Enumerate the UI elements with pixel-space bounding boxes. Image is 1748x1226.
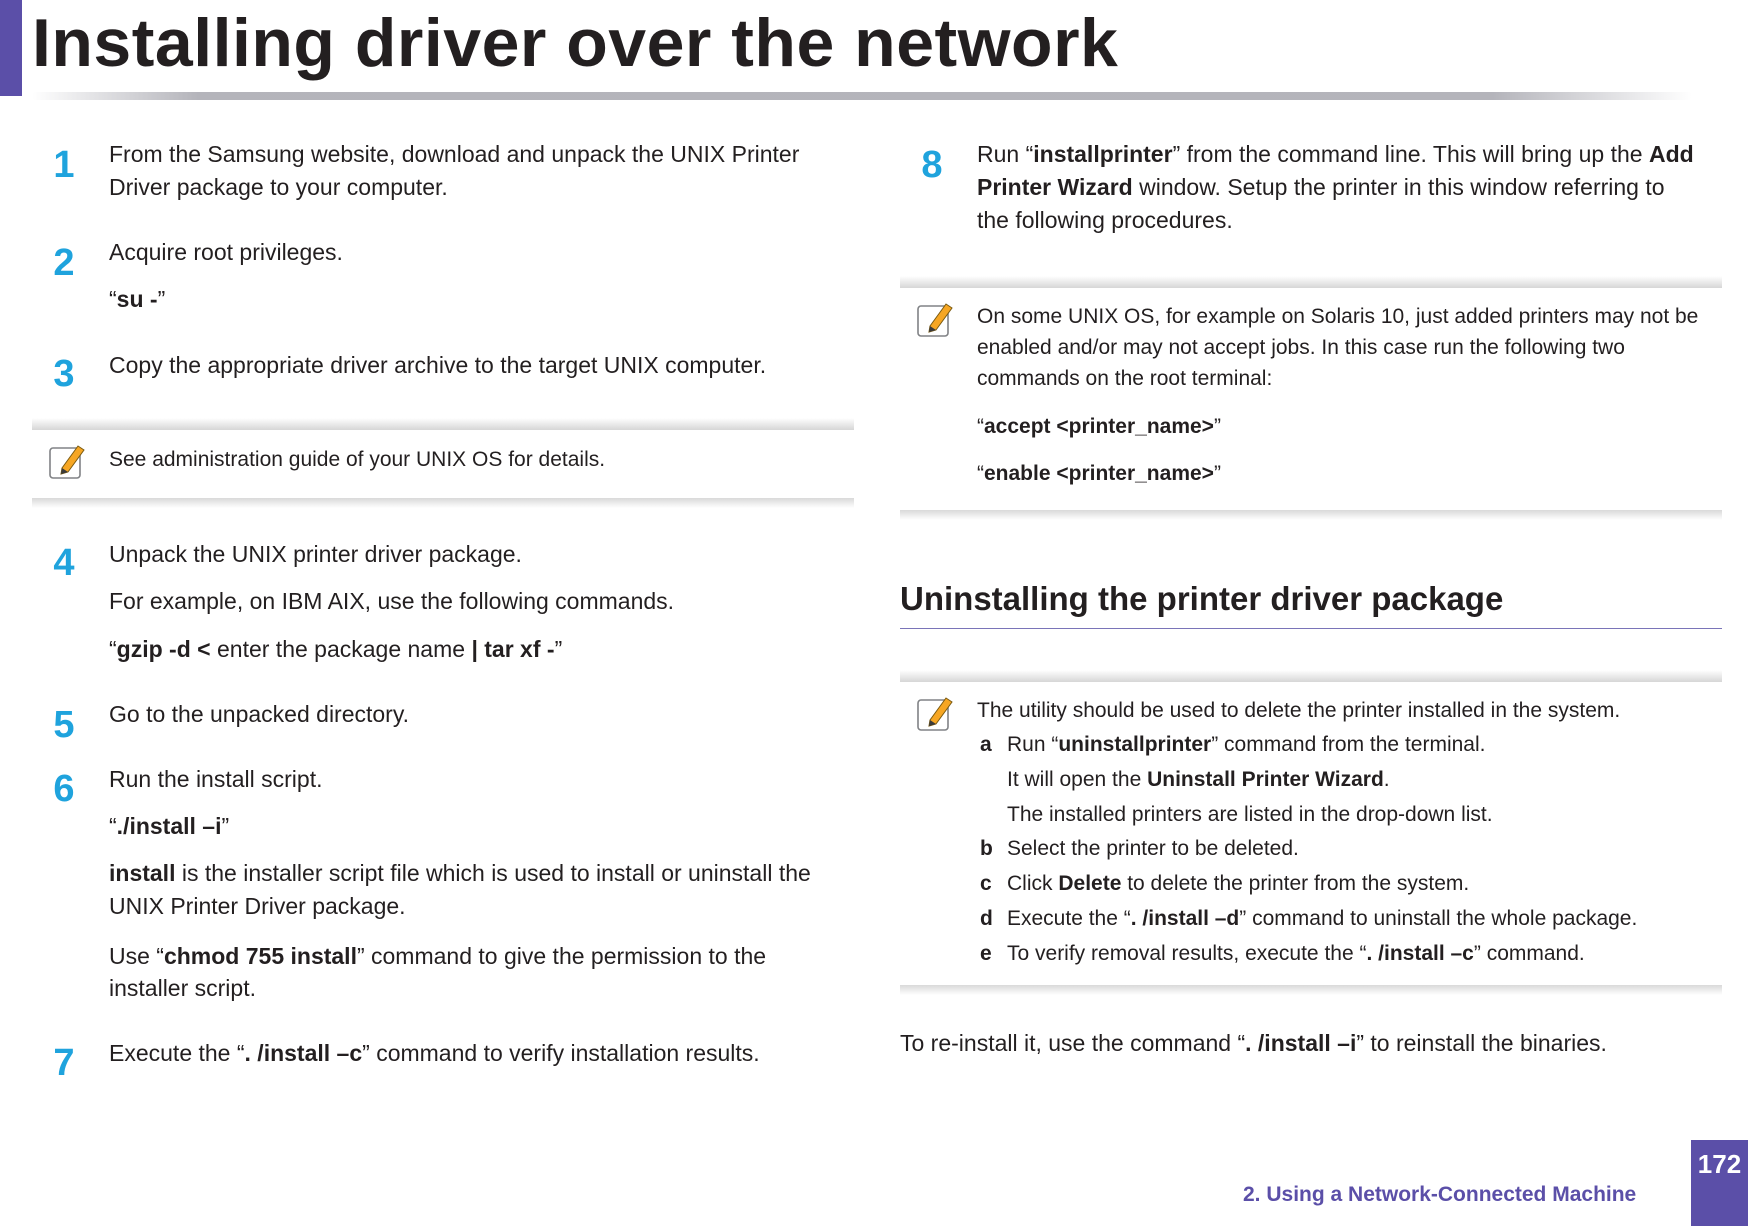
sub-step-c-letter: c: [980, 872, 992, 895]
step-4-example: For example, on IBM AIX, use the following commands.: [109, 588, 675, 614]
sub-step-a-detail-1: It will open the Uninstall Printer Wizard.: [1007, 768, 1390, 791]
step-6-description-line-2: UNIX Printer Driver package.: [109, 893, 406, 919]
step-number-8: 8: [921, 144, 943, 186]
note-pencil-icon: [916, 298, 956, 338]
note-2-line-3: commands on the root terminal:: [977, 367, 1273, 390]
reinstall-text: To re-install it, use the command “. /install –i” to reinstall the binaries.: [900, 1030, 1607, 1056]
sub-step-e-text: To verify removal results, execute the “. /install –c” command.: [1007, 942, 1585, 965]
note-3-top-border: [900, 670, 1722, 682]
step-6-permission-line-1: Use “chmod 755 install” command to give the permission to the: [109, 943, 767, 969]
page-title: Installing driver over the network: [32, 5, 1119, 81]
sub-step-e-letter: e: [980, 942, 992, 965]
step-number-7: 7: [53, 1042, 75, 1084]
section-heading: Uninstalling the printer driver package: [900, 580, 1504, 617]
note-3-bottom-border: [900, 985, 1722, 995]
step-5-text: Go to the unpacked directory.: [109, 701, 410, 727]
step-4-command: “gzip -d < enter the package name | tar xf -”: [109, 636, 563, 662]
note-2-command-enable: “enable <printer_name>”: [977, 462, 1221, 485]
note-2-command-accept: “accept <printer_name>”: [977, 415, 1221, 438]
step-6-text: Run the install script.: [109, 766, 323, 792]
step-6-permission-line-2: installer script.: [109, 975, 256, 1001]
note-1-bottom-border: [32, 498, 854, 508]
note-2-top-border: [900, 276, 1722, 288]
step-8-line-2: Printer Wizard window. Setup the printer in this window referring to: [977, 174, 1665, 200]
note-2-bottom-border: [900, 510, 1722, 520]
sub-step-a-letter: a: [980, 733, 992, 756]
note-pencil-icon: [916, 692, 956, 732]
step-1-line-1: From the Samsung website, download and unpack the UNIX Printer: [109, 141, 800, 167]
step-2-text: Acquire root privileges.: [109, 239, 343, 265]
page-number: 172: [1691, 1140, 1748, 1226]
step-number-2: 2: [53, 242, 75, 284]
sub-step-a-detail-2: The installed printers are listed in the drop-down list.: [1007, 803, 1493, 826]
title-accent-bar: [0, 0, 22, 96]
step-number-4: 4: [53, 542, 75, 584]
title-underline: [32, 92, 1692, 100]
step-number-5: 5: [53, 704, 75, 746]
sub-step-b-letter: b: [980, 837, 993, 860]
step-2-command: “su -”: [109, 286, 166, 312]
sub-step-a-text: Run “uninstallprinter” command from the terminal.: [1007, 733, 1486, 756]
sub-step-b-text: Select the printer to be deleted.: [1007, 837, 1299, 860]
step-number-1: 1: [53, 144, 75, 186]
step-8-line-3: the following procedures.: [977, 207, 1233, 233]
note-1-text: See administration guide of your UNIX OS for details.: [109, 448, 606, 471]
note-1-top-border: [32, 418, 854, 430]
section-heading-rule: [900, 628, 1722, 629]
step-number-3: 3: [53, 353, 75, 395]
note-2-line-2: enabled and/or may not accept jobs. In this case run the following two: [977, 336, 1625, 359]
sub-step-d-letter: d: [980, 907, 993, 930]
step-number-6: 6: [53, 768, 75, 810]
sub-step-c-text: Click Delete to delete the printer from the system.: [1007, 872, 1470, 895]
step-4-text: Unpack the UNIX printer driver package.: [109, 541, 522, 567]
step-8-line-1: Run “installprinter” from the command line. This will bring up the Add: [977, 141, 1694, 167]
step-3-text: Copy the appropriate driver archive to the target UNIX computer.: [109, 352, 767, 378]
step-6-description-line-1: install is the installer script file which is used to install or uninstall the: [109, 860, 811, 886]
note-pencil-icon: [48, 440, 88, 480]
note-2-line-1: On some UNIX OS, for example on Solaris 10, just added printers may not be: [977, 305, 1699, 328]
footer-chapter-title: 2. Using a Network-Connected Machine: [1243, 1183, 1637, 1206]
note-3-intro: The utility should be used to delete the printer installed in the system.: [977, 699, 1621, 722]
sub-step-d-text: Execute the “. /install –d” command to uninstall the whole package.: [1007, 907, 1638, 930]
step-6-command: “./install –i”: [109, 813, 230, 839]
step-7-text: Execute the “. /install –c” command to verify installation results.: [109, 1040, 760, 1066]
step-1-line-2: Driver package to your computer.: [109, 174, 448, 200]
